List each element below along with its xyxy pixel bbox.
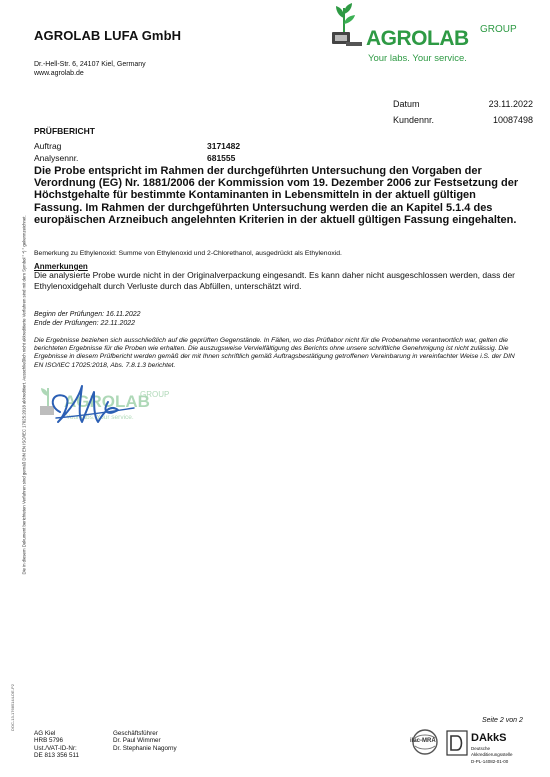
footer-line: Dr. Paul Wimmer <box>113 737 161 745</box>
disclaimer: Die Ergebnisse beziehen sich ausschließlich auf die geprüften Gegenstände. In Fällen, wo das Prüflabor nicht für die Probenahme verantwortlich war, gelten die berichteten Ergebnisse für die Proben wie erhalten. Die auszugsweise Vervielfältigung des Berichts ohne unsere schriftliche Genehmigung ist nicht zulässig. Die Ergebnisse in diesem Prüfbericht werden gemäß der mit Ihnen schriftlich gemäß Auftragsbestätigung getroffenen Vereinbarung in vereinfachter Weise i.S. der DIN EN ISO/IEC 17025:2018, Abs. 7.8.1.3 berichtet. <box>34 337 515 369</box>
footer-line: HRB 5796 <box>34 737 64 745</box>
footer-line: DE 813 356 511 <box>34 751 80 759</box>
customer-value: 10087498 <box>492 115 533 125</box>
company-address <box>34 61 146 78</box>
test-dates <box>34 310 141 328</box>
ilac-icon <box>408 728 442 760</box>
footer-line: AG Kiel <box>34 730 56 737</box>
website-link[interactable]: www.agrolab.de <box>34 69 84 77</box>
test-end: Ende der Prüfungen: 22.11.2022 <box>34 320 136 327</box>
company-name: AGROLAB LUFA GmbH <box>34 28 182 43</box>
dakks-logo <box>446 726 530 772</box>
test-begin: Beginn der Prüfungen: 16.11.2022 <box>34 311 141 318</box>
date-label: Datum <box>393 99 420 109</box>
footer-management <box>113 730 177 752</box>
logo-group: GROUP <box>480 24 517 35</box>
analysis-label: Analysennr. <box>34 153 79 163</box>
dakks-line2: Akkreditierungsstelle <box>471 752 513 757</box>
document-code: DOC-13-17685144-DE-P2 <box>9 684 15 731</box>
dakks-line1: Deutsche <box>471 746 491 751</box>
ilac-mra-logo <box>408 728 442 760</box>
analysis-value: 681555 <box>207 153 236 163</box>
stamp-group: GROUP <box>140 390 170 399</box>
logo-wordmark: AGROLAB <box>366 27 469 50</box>
footer-line: Ust./VAT-ID-Nr: <box>34 744 77 752</box>
dakks-emblem-icon <box>446 730 468 756</box>
logo-slogan: Your labs. Your service. <box>368 53 467 64</box>
ethylene-note: Bemerkung zu Ethylenoxid: Summe von Ethylenoxid und 2-Chlorethanol, ausgedrückt als Ethylenoxid. <box>34 250 342 257</box>
stamp-wordmark: AGROLAB <box>64 392 150 411</box>
address-line: Dr.-Hell-Str. 6, 24107 Kiel, Germany <box>34 61 146 68</box>
dakks-id: D-PL-14082-01-00 <box>471 759 509 764</box>
remarks-text: Die analysierte Probe wurde nicht in der Originalverpackung eingesandt. Es kann daher nicht ausgeschlossen werden, dass der Ethylenoxidgehalt durch Verluste durch das Abfüllen, unterschätzt wird. <box>34 270 516 291</box>
footer-registry <box>34 730 79 759</box>
remarks-title: Anmerkungen <box>34 262 88 271</box>
signature-image <box>38 372 148 442</box>
compliance-statement: Die Probe entspricht im Rahmen der durchgeführten Untersuchung den Vorgaben der Verordnung (EG) Nr. 1881/2006 der Kommission vom 19. Dezember 2006 zur Festsetzung der Höchstgehalte für bestimmte Kontaminanten in Lebensmitteln in der aktuell gültigen Fassung. Im Rahmen der durchgeführten Untersuchung werden die an Kapitel 5.1.4 des europäischen Arzneibuch angelehnten Kriterien in der aktuell gültigen Fassung eingehalten. <box>34 165 519 226</box>
order-label: Auftrag <box>34 141 62 151</box>
page-number: Seite 2 von 2 <box>482 717 523 724</box>
customer-label: Kundennr. <box>393 115 435 125</box>
stamp-slogan: Your labs. Your service. <box>66 414 134 421</box>
accreditation-side-note: Die in diesem Dokument berichteten Verfahren sind gemäß DIN EN ISO/IEC 17025:2018 akkreditiert. Ausschließlich nicht akkreditierte Verfahren sind mit dem Symbol " *) " gekennzeichnet. <box>21 215 27 575</box>
order-value: 3171482 <box>207 141 241 151</box>
ilac-text: ilac-MRA <box>410 738 436 744</box>
agrolab-logo <box>330 2 530 66</box>
footer-line: Dr. Stephanie Nagorny <box>113 744 177 752</box>
report-title: PRÜFBERICHT <box>34 126 95 136</box>
date-value: 23.11.2022 <box>488 99 533 109</box>
dakks-name: DAkkS <box>471 732 507 744</box>
plant-icon <box>330 2 368 52</box>
footer-line: Geschäftsführer <box>113 730 158 737</box>
